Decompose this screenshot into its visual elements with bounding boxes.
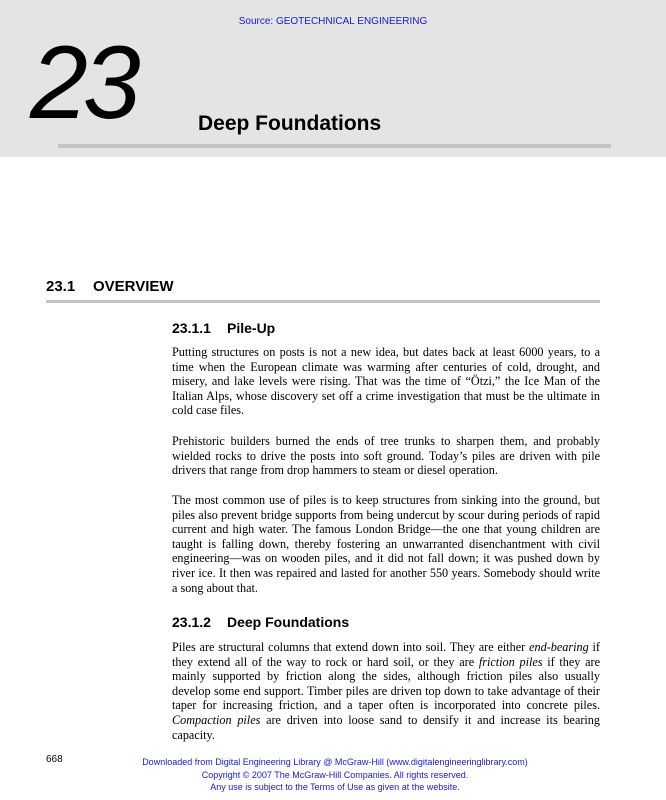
subsection-number: 23.1.2: [172, 614, 211, 630]
subsection-title: Pile-Up: [227, 320, 276, 336]
paragraph-pile-up-1: Putting structures on posts is not a new idea, but dates back at least 6000 years, to a time when the European climate was warming after centuries of cold, drought, and misery, and lake levels were rising. That was the time of “Ötzi,” the Ice Man of the Italian Alps, whose discovery set off a crime investigation that must be the ultimate in cold case files.: [172, 345, 600, 418]
footer-notice: [0, 756, 666, 794]
chapter-number: 23: [30, 25, 136, 141]
text-run: if they are mainly supported by friction along the sides, although friction piles also usually develop some end support. Timber piles are driven top down to take advantage of their taper for increasing friction, and a taper often is incorporated into concrete piles.: [172, 654, 601, 713]
section-title: OVERVIEW: [93, 278, 174, 295]
text-run: are driven into loose sand to densify it and increase its bearing capacity.: [172, 712, 600, 742]
footer-terms[interactable]: Any use is subject to the Terms of Use as given at the website.: [210, 782, 460, 792]
subsection-title: Deep Foundations: [227, 614, 350, 630]
text-run: if they extend all of the way to rock or hard soil, or they are: [172, 640, 600, 669]
subsection-heading-deep-foundations: [172, 614, 349, 630]
page-number: 668: [46, 754, 63, 765]
paragraph-pile-up-3: The most common use of piles is to keep structures from sinking into the ground, but piles also prevent bridge supports from being undercut by scour during periods of rapid current and high water. The famous London Bridge—the one that young children are taught is falling down, thereby fostering an unwarranted disenchantment with civil engineering—was on wooden piles, and it did not fall down; it was pushed down by river ice. It then was repaired and lasted for another 550 years. Somebody should write a song about that.: [172, 493, 600, 595]
footer-copyright[interactable]: Copyright © 2007 The McGraw-Hill Companies. All rights reserved.: [201, 769, 469, 780]
subsection-number: 23.1.1: [172, 320, 211, 336]
chapter-title: Deep Foundations: [198, 112, 382, 135]
paragraph-pile-up-2: Prehistoric builders burned the ends of tree trunks to sharpen them, and probably wielded rocks to drive the posts into soft ground. Today’s piles are driven with pile drivers that range from drop hammers to steam or diesel operation.: [172, 434, 600, 478]
term-compaction-piles: Compaction piles: [172, 712, 261, 727]
section-divider: [46, 300, 600, 303]
section-number: 23.1: [46, 278, 76, 295]
subsection-heading-pile-up: [172, 320, 275, 336]
term-end-bearing: end-bearing: [529, 640, 589, 654]
header-divider: [58, 144, 611, 148]
source-link[interactable]: Source: GEOTECHNICAL ENGINEERING: [238, 16, 428, 27]
term-friction-piles: friction piles: [478, 654, 543, 669]
text-run: Piles are structural columns that extend down into soil. They are either: [172, 640, 530, 654]
footer-download-link[interactable]: Downloaded from Digital Engineering Library @ McGraw-Hill (www.digitalengineeringlibrary.com): [142, 757, 528, 767]
paragraph-deep-foundations: [172, 640, 600, 742]
section-heading: [46, 278, 174, 295]
